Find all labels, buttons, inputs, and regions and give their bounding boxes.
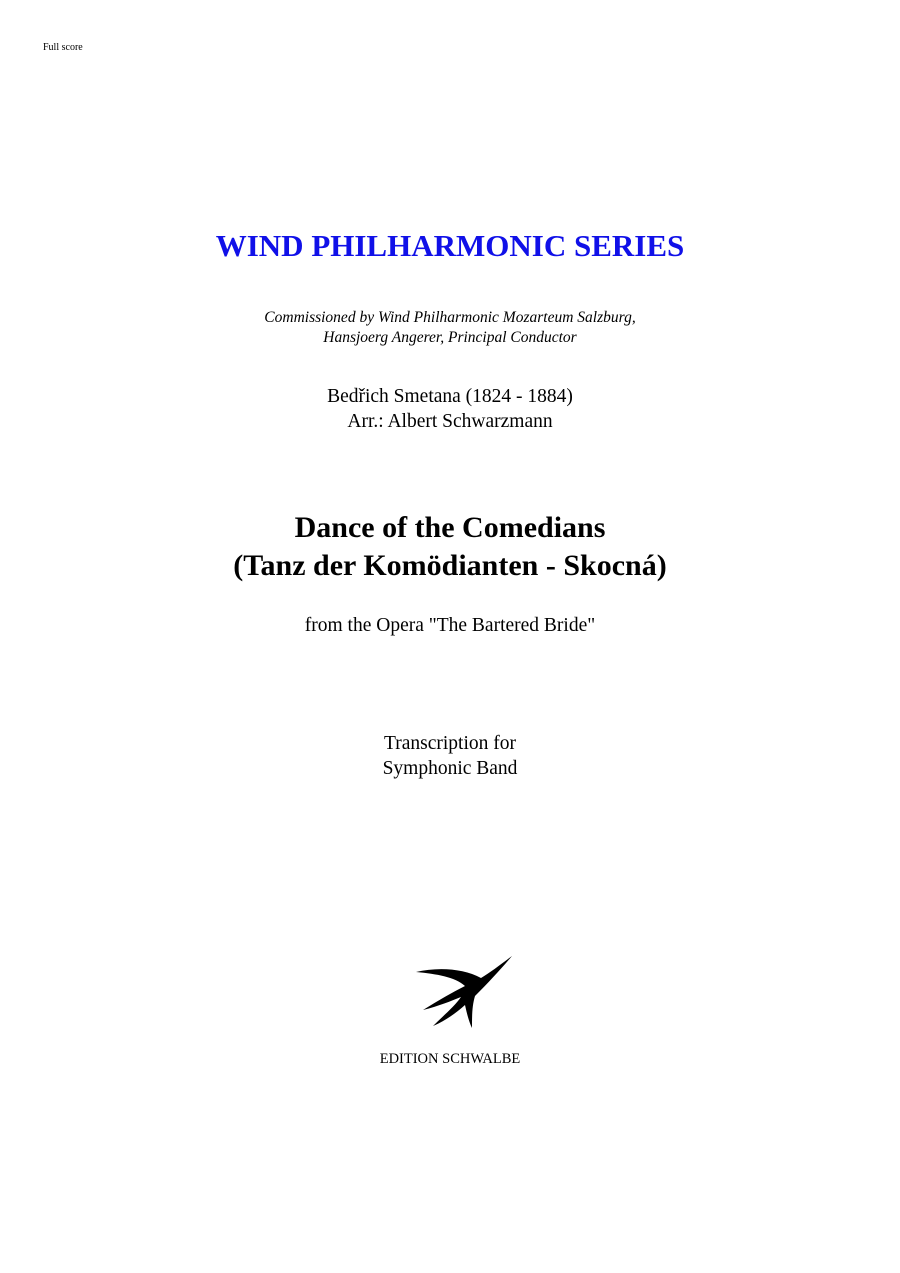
transcription-note [0,731,900,781]
work-title-line-2: (Tanz der Komödianten - Skocná) [233,549,667,582]
work-title [0,509,900,585]
commission-note [0,308,900,348]
commission-line-1: Commissioned by Wind Philharmonic Mozarteum Salzburg, [264,309,636,326]
transcription-line-2: Symphonic Band [382,758,518,779]
commission-line-2: Hansjoerg Angerer, Principal Conductor [323,329,577,346]
swallow-icon [405,950,525,1050]
series-title: WIND PHILHARMONIC SERIES [215,228,685,263]
arranger-credit: Arr.: Albert Schwarzmann [347,411,553,432]
composer-credit: Bedřich Smetana (1824 - 1884) [327,386,573,407]
credits [0,384,900,434]
transcription-line-1: Transcription for [384,733,516,754]
publisher-name: EDITION SCHWALBE [379,1051,521,1067]
opera-source: from the Opera "The Bartered Bride" [304,615,596,636]
work-title-line-1: Dance of the Comedians [294,511,606,544]
score-type-label: Full score [43,42,83,53]
